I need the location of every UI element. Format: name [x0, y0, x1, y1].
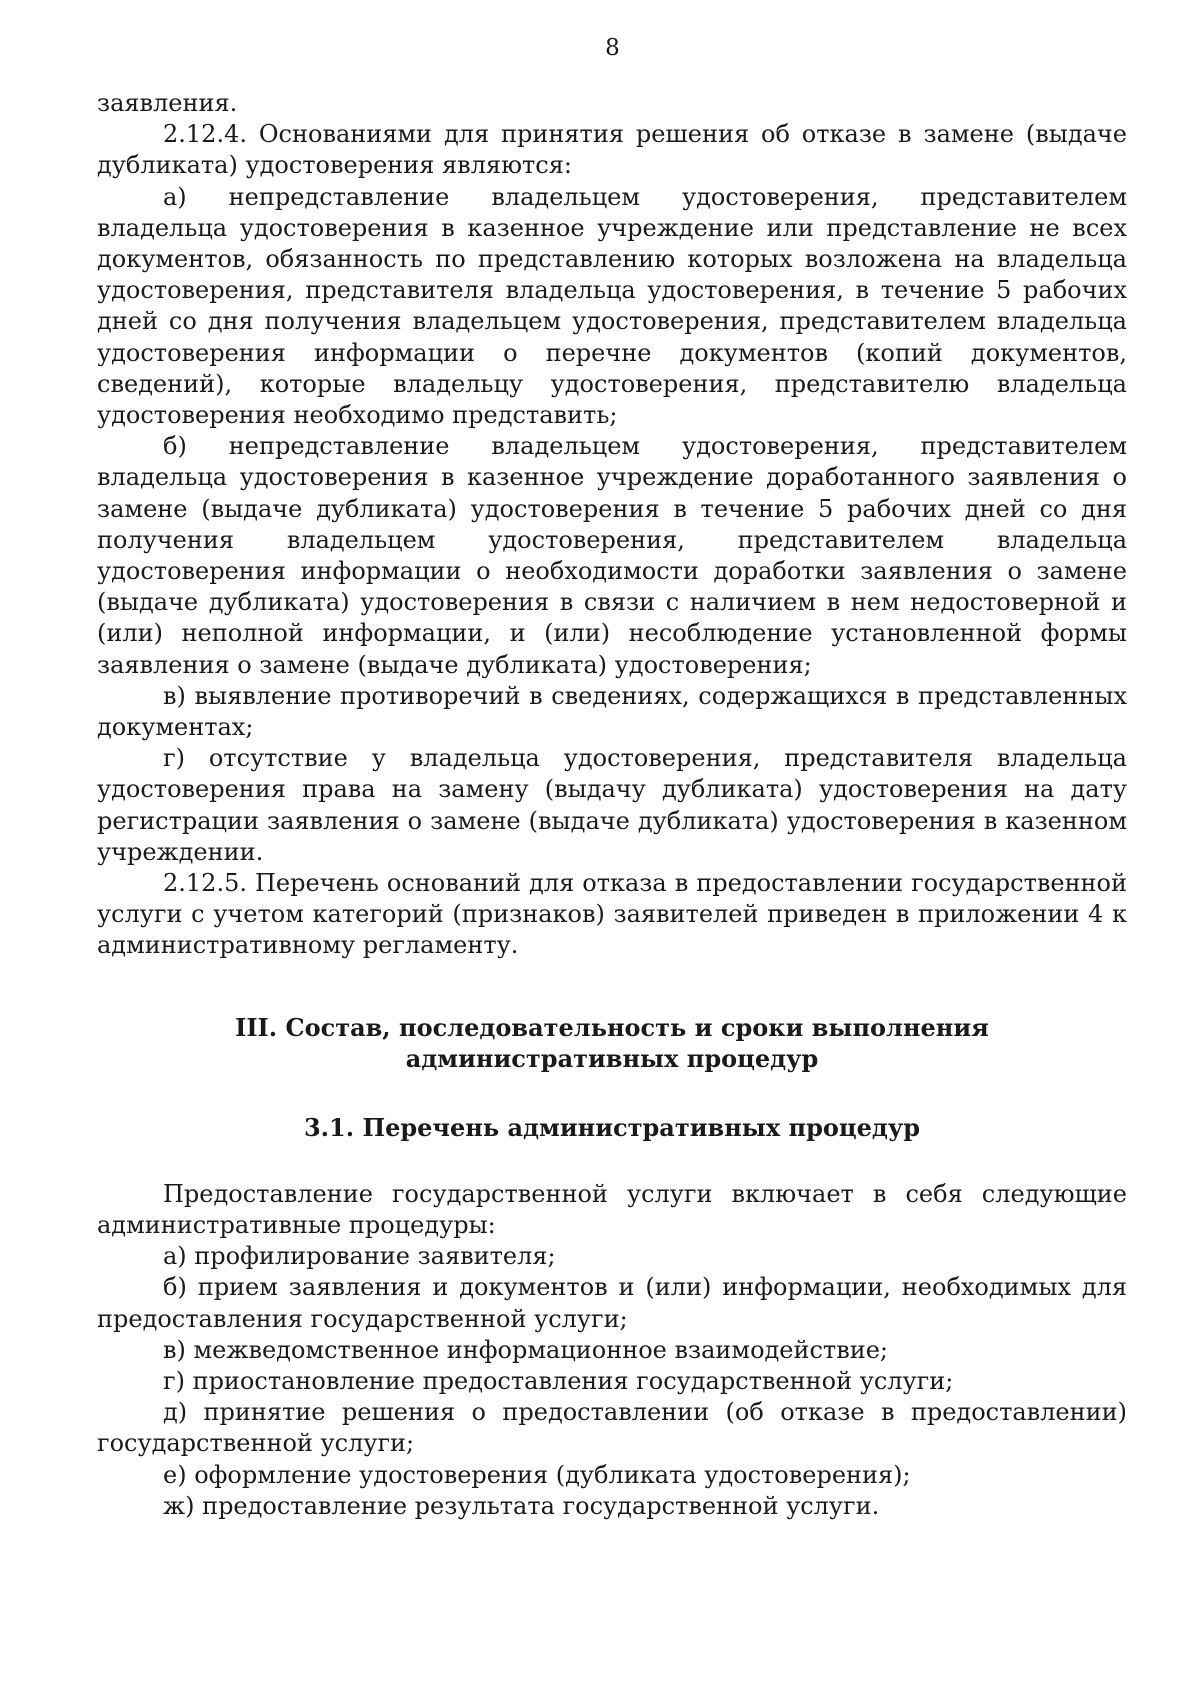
procedure-item: е) оформление удостоверения (дубликата удостоверения); [163, 1460, 911, 1489]
section-heading [97, 1012, 1127, 1074]
section-heading-line-2: административных процедур [405, 1043, 819, 1073]
section-heading-line-1: III. Состав, последовательность и сроки выполнения [235, 1012, 989, 1042]
paragraph-2-12-4: 2.12.4. Основаниями для принятия решения об отказе в замене (выдаче дубликата) удостоверения являются: [97, 120, 1127, 180]
sub-heading: 3.1. Перечень административных процедур [303, 1112, 920, 1142]
document-body [97, 88, 1127, 1522]
procedure-item: б) прием заявления и документов и (или) информации, необходимых для предоставления государственной услуги; [97, 1273, 1127, 1333]
paragraph-item-a: а) непредставление владельцем удостоверения, представителем владельца удостоверения в казенное учреждение или представление не всех документов, обязанность по представлению которых возложена на владельца удостоверения, представителя владельца удостоверения, в течение 5 рабочих дней со дня получения владельцем удостоверения, представителем владельца удостоверения информации о перечне документов (копий документов, сведений), которые владельцу удостоверения, представителю владельца удостоверения необходимо представить; [97, 182, 1127, 430]
paragraph-2-12-5: 2.12.5. Перечень оснований для отказа в предоставлении государственной услуги с учетом категорий (признаков) заявителей приведен в приложении 4 к административному регламенту. [97, 869, 1127, 960]
paragraph-item-b: б) непредставление владельцем удостоверения, представителем владельца удостоверения в казенное учреждение доработанного заявления о замене (выдаче дубликата) удостоверения в течение 5 рабочих дней со дня получения владельцем удостоверения, представителем владельца удостоверения информации о необходимости доработки заявления о замене (выдаче дубликата) удостоверения в связи с наличием в нем недостоверной и (или) неполной информации, и (или) несоблюдение установленной формы заявления о замене (выдаче дубликата) удостоверения; [97, 432, 1127, 679]
procedures-intro: Предоставление государственной услуги включает в себя следующие административные процедуры: [97, 1179, 1127, 1239]
procedure-item: д) принятие решения о предоставлении (об отказе в предоставлении) государственной услуги; [97, 1398, 1127, 1458]
procedure-item: ж) предоставление результата государственной услуги. [163, 1491, 880, 1520]
paragraph-item-g: г) отсутствие у владельца удостоверения, представителя владельца удостоверения права на замену (выдачу дубликата) удостоверения на дату регистрации заявления о замене (выдаче дубликата) удостоверения в казенном учреждении. [97, 744, 1127, 866]
page-number: 8 [605, 35, 620, 61]
procedure-item: а) профилирование заявителя; [163, 1242, 556, 1271]
continuation-text: заявления. [97, 89, 238, 117]
procedure-item: в) межведомственное информационное взаимодействие; [163, 1335, 889, 1364]
procedure-item: г) приостановление предоставления государственной услуги; [163, 1366, 954, 1395]
paragraph-item-v: в) выявление противоречий в сведениях, содержащихся в представленных документах; [97, 681, 1127, 742]
